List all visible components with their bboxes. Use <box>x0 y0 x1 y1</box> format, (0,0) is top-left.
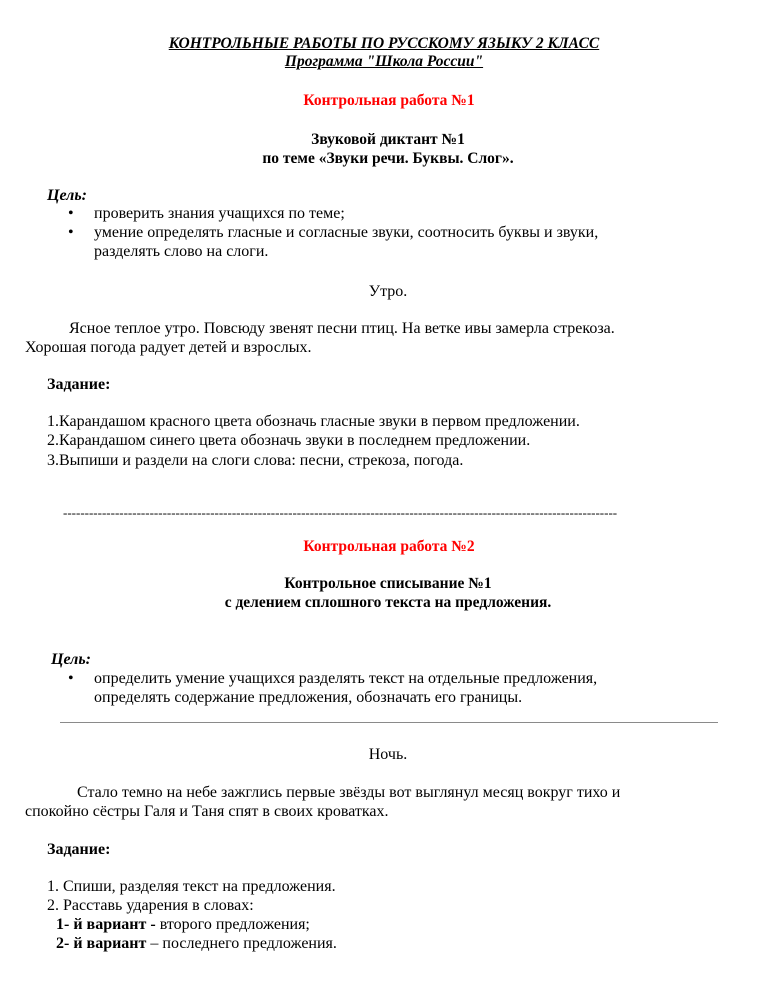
work1-subtitle-2: по теме «Звуки речи. Буквы. Слог». <box>262 150 514 167</box>
list-item: • определить умение учащихся разделять текст на отдельные предложения, определять содержание предложения, обозначать его границы. <box>68 669 728 707</box>
horizontal-rule <box>60 722 718 723</box>
work1-title: Контрольная работа №1 <box>303 92 475 109</box>
work2-story-text: Стало темно на небе зажглись первые звёзды вот выглянул месяц вокруг тихо и спокойно сёстры Галя и Таня спят в своих кроватках. <box>25 784 621 820</box>
work2-task-1: 1. Спиши, разделяя текст на предложения. <box>47 878 336 895</box>
work1-goal-label: Цель: <box>47 187 87 204</box>
work1-task-3: 3.Выпиши и раздели на слоги слова: песни, стрекоза, погода. <box>47 452 464 469</box>
work2-story-title: Ночь. <box>368 746 408 763</box>
work2-variant-2: 2- й вариант – последнего предложения. <box>56 935 337 952</box>
work2-task-label: Задание: <box>47 841 111 858</box>
work2-task-2: 2. Расставь ударения в словах: <box>47 897 254 914</box>
work1-task-1: 1.Карандашом красного цвета обозначь гласные звуки в первом предложении. <box>47 413 580 430</box>
work1-goal-list <box>68 204 728 261</box>
work1-story-text: Ясное теплое утро. Повсюду звенят песни птиц. На ветке ивы замерла стрекоза. Хорошая погода радует детей и взрослых. <box>25 320 615 356</box>
work1-task-2: 2.Карандашом синего цвета обозначь звуки в последнем предложении. <box>47 432 531 449</box>
program-title: Программа "Школа России" <box>284 53 484 70</box>
work2-goal-label: Цель: <box>51 651 91 668</box>
work2-variant-1: 1- й вариант - второго предложения; <box>56 916 310 933</box>
work2-title: Контрольная работа №2 <box>303 538 475 555</box>
work1-story-title: Утро. <box>368 283 408 300</box>
work2-goal-list <box>68 669 728 707</box>
section-separator: -------------------------------------------------------------------------------------------------------------------------------- <box>63 506 618 520</box>
work1-task-label: Задание: <box>47 376 111 393</box>
list-item: • умение определять гласные и согласные звуки, соотносить буквы и звуки, разделять слово на слоги. <box>68 223 728 261</box>
document-title: КОНТРОЛЬНЫЕ РАБОТЫ ПО РУССКОМУ ЯЗЫКУ 2 КЛАСС <box>168 35 600 52</box>
work2-subtitle-2: с делением сплошного текста на предложения. <box>224 594 552 611</box>
list-item: • проверить знания учащихся по теме; <box>68 204 728 223</box>
work1-subtitle-1: Звуковой диктант №1 <box>311 131 465 148</box>
work2-subtitle-1: Контрольное списывание №1 <box>284 575 492 592</box>
